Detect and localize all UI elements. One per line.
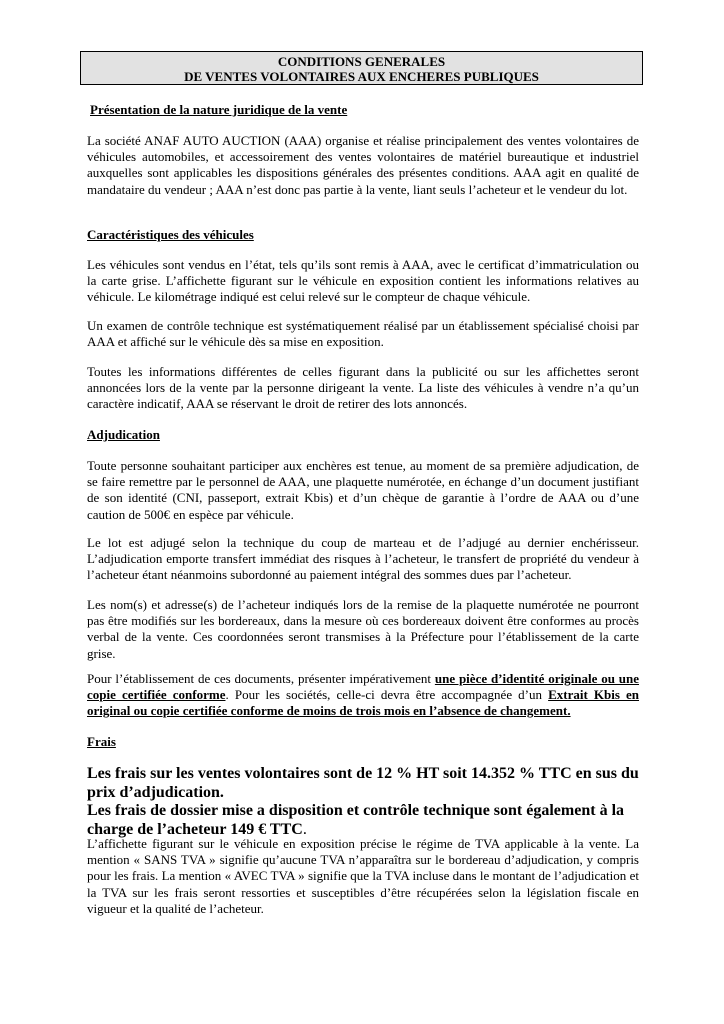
paragraph-vehicules-2: Un examen de contrôle technique est systématiquement réalisé par un établissement spécialisé choisi par AAA et affiché sur le véhicule dès sa mise en exposition. [87, 318, 639, 350]
heading-frais: Frais [87, 734, 116, 749]
heading-vehicules: Caractéristiques des véhicules [87, 227, 254, 242]
frais-dossier-text: Les frais de dossier mise a disposition et contrôle technique sont également à la charge de l’acheteur 149 € TTC [87, 802, 625, 838]
title-line-1: CONDITIONS GENERALES [277, 54, 446, 69]
paragraph-vehicules-1: Les véhicules sont vendus en l’état, tels qu’ils sont remis à AAA, avec le certificat d’immatriculation ou la carte grise. L’affichette figurant sur le véhicule en exposition contient les informations relatives au véhicule. Le kilométrage indiqué est celui relevé sur le compteur de chaque véhicule. [87, 257, 639, 305]
title-line-2: DE VENTES VOLONTAIRES AUX ENCHERES PUBLIQUES [184, 69, 539, 84]
companies-text: . Pour les sociétés, celle-ci devra être accompagnée d’un [225, 687, 549, 703]
heading-presentation: Présentation de la nature juridique de la vente [90, 102, 348, 117]
paragraph-vehicules-3: Toutes les informations différentes de celles figurant dans la publicité ou sur les affichettes seront annoncées lors de la vente par la personne dirigeant la vente. La liste des véhicules à vendre n’a qu’un caractère indicatif, AAA se réservant le droit de retirer des lots annoncés. [87, 364, 639, 412]
document-title-box [80, 51, 643, 85]
frais-ventes-statement: Les frais sur les ventes volontaires sont de 12 % HT soit 14.352 % TTC en sus du prix d’adjudication. [87, 765, 639, 801]
heading-adjudication: Adjudication [87, 427, 160, 442]
paragraph-adjudication-4 [87, 671, 639, 720]
documents-intro-text: Pour l’établissement de ces documents, présenter impérativement [87, 671, 435, 686]
paragraph-frais-tva: L’affichette figurant sur le véhicule en exposition précise le régime de TVA applicable à la vente. La mention « SANS TVA » signifie qu’aucune TVA n’apparaîtra sur le bordereau d’adjudication, y compris pour les frais. La mention « AVEC TVA » signifie que la TVA incluse dans le montant de l’adjudication et la TVA sur les frais seront ressorties et susceptibles d’être récupérées selon la législation fiscale en vigueur et la qualité de l’acheteur. [87, 836, 639, 916]
paragraph-presentation: La société ANAF AUTO AUCTION (AAA) organise et réalise principalement des ventes volontaires de véhicules automobiles, et accessoirement des ventes volontaires de matériel bureautique et industriel auxquelles sont applicables les dispositions générales des présentes conditions. AAA agit en qualité de mandataire du vendeur ; AAA n’est donc pas partie à la vente, liant seuls l’acheteur et le vendeur du lot. [87, 133, 639, 197]
frais-dossier-statement [87, 801, 639, 839]
paragraph-adjudication-2: Le lot est adjugé selon la technique du coup de marteau et de l’adjugé au dernier enchérisseur. L’adjudication emporte transfert immédiat des risques à l’acheteur, le transfert de propriété du vendeur à l’acheteur étant néanmoins subordonné au paiement intégral des sommes dues par l’acheteur. [87, 535, 639, 583]
paragraph-adjudication-1: Toute personne souhaitant participer aux enchères est tenue, au moment de sa première adjudication, de se faire remettre par le personnel de AAA, une plaquette numérotée, en échange d’un document justifiant de son identité (CNI, passeport, extrait Kbis) et d’un chèque de garantie à l’ordre de AAA ou d’une caution de 500€ en espèce par véhicule. [87, 458, 639, 522]
frais-dossier-period: . [302, 821, 307, 838]
paragraph-adjudication-3: Les nom(s) et adresse(s) de l’acheteur indiqués lors de la remise de la plaquette numérotée ne pourront pas être modifiés sur les bordereaux, dans la mesure où ces bordereaux doivent être conformes au procès verbal de la vente. Ces coordonnées seront transmises à la Préfecture pour l’établissement de la carte grise. [87, 597, 639, 661]
kbis-requirement-text: Extrait Kbis en original ou copie certifiée conforme de moins de trois mois en l’absence de changement. [87, 687, 640, 719]
identity-requirement-text: une pièce d’identité originale ou une copie certifiée conforme [87, 671, 640, 703]
